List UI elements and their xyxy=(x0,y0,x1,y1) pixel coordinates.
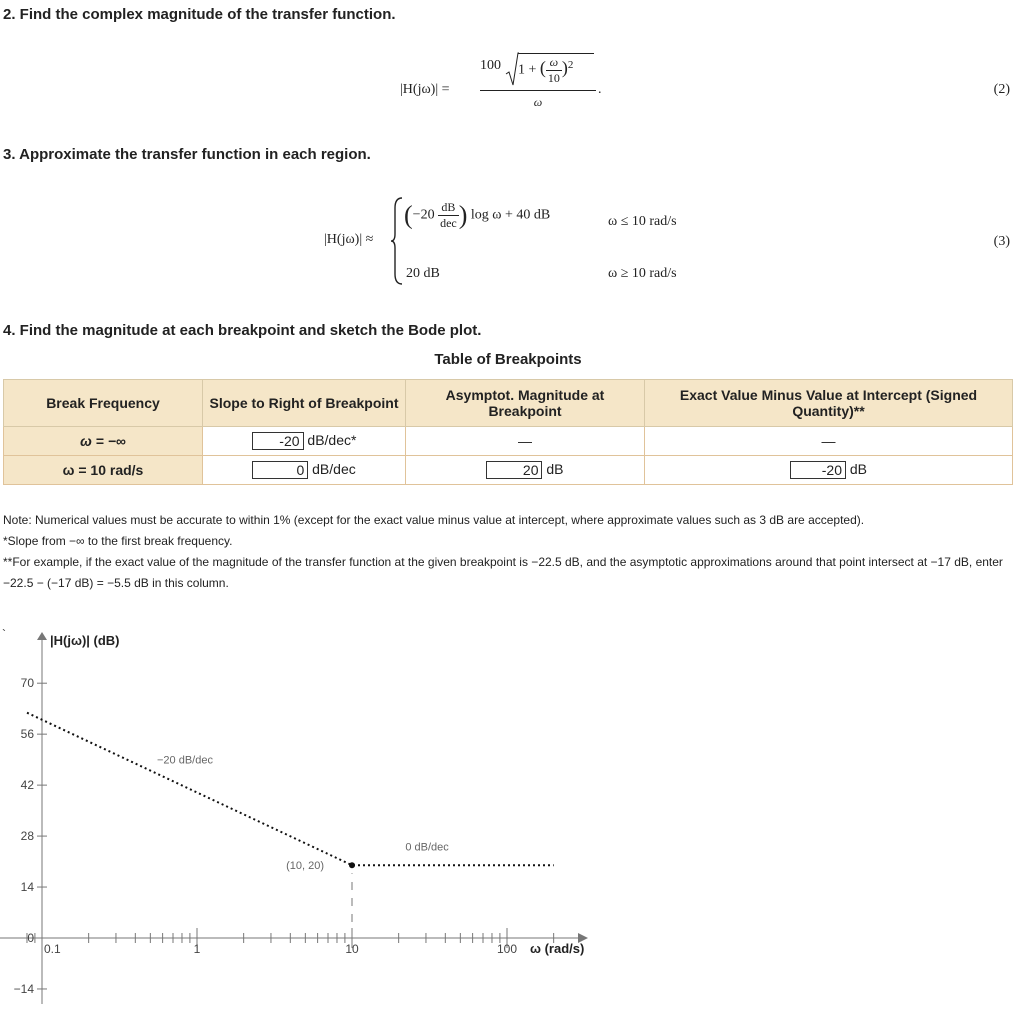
x-axis-label: ω (rad/s) xyxy=(530,941,585,956)
row2-exact-input[interactable]: -20 xyxy=(790,461,846,479)
step-2-heading: 2. Find the complex magnitude of the transfer function. xyxy=(3,6,396,23)
slope-annotation: 0 dB/dec xyxy=(405,841,449,854)
asymptote-series xyxy=(27,713,554,866)
row2-magnitude-unit: dB xyxy=(546,460,564,477)
header-exact-minus-intercept: Exact Value Minus Value at Intercept (Signed Quantity)** xyxy=(645,380,1013,427)
row1-exact: — xyxy=(645,427,1013,456)
y-tick-label: 56 xyxy=(20,727,34,742)
step-4-heading: 4. Find the magnitude at each breakpoint and sketch the Bode plot. xyxy=(3,322,482,339)
row2-exact-unit: dB xyxy=(849,460,867,477)
row2-slope xyxy=(203,456,406,485)
eq3-cond2: ω ≥ 10 rad/s xyxy=(608,266,677,281)
row1-magnitude: — xyxy=(406,427,645,456)
step-3-heading: 3. Approximate the transfer function in each region. xyxy=(3,146,371,163)
eq2-power: 2 xyxy=(567,59,574,72)
table-row xyxy=(4,456,1013,485)
x-tick-label: 0.1 xyxy=(44,942,61,956)
row2-magnitude-input[interactable]: 20 xyxy=(486,461,542,479)
x-ticks xyxy=(27,928,554,956)
note-example-footnote: **For example, if the exact value of the magnitude of the transfer function at the given breakpoint is −22.5 dB, and the asymptotic approximations around that point intersect at −17 dB, enter −22.5 − (−17 dB) = −5.5 dB in this column. xyxy=(3,555,1003,590)
eq2-coef: 100 xyxy=(480,58,501,73)
y-tick-label: 42 xyxy=(20,778,34,793)
row2-slope-unit: dB/dec xyxy=(312,460,356,477)
slope-annotations xyxy=(157,754,449,853)
header-break-frequency: Break Frequency xyxy=(4,380,203,427)
breakpoint-marker[interactable] xyxy=(349,862,355,868)
row2-magnitude xyxy=(406,456,645,485)
bode-plot xyxy=(0,620,620,1010)
table-title: Table of Breakpoints xyxy=(434,351,582,368)
row2-slope-input[interactable]: 0 xyxy=(252,461,308,479)
notes xyxy=(3,510,1018,594)
y-tick-label: −14 xyxy=(13,981,34,996)
table-header-row xyxy=(4,380,1013,427)
eq3-case2: 20 dB xyxy=(406,266,440,281)
eq3-cond1: ω ≤ 10 rad/s xyxy=(608,214,677,229)
x-tick-label: 1 xyxy=(193,942,201,956)
row1-frequency: ω = −∞ xyxy=(4,427,203,456)
sqrt-icon xyxy=(505,52,519,88)
row1-slope-unit: dB/dec* xyxy=(307,431,357,448)
breakpoints-table xyxy=(3,379,1013,485)
eq2-inner-num: ω xyxy=(546,55,562,71)
y-tick-label: 0 xyxy=(27,931,34,945)
x-tick-label: 10 xyxy=(345,942,359,956)
eq3-coef: −20 xyxy=(412,207,435,223)
y-axis-label: |H(jω)| (dB) xyxy=(50,633,120,648)
eq2-number: (2) xyxy=(993,82,1010,97)
y-axis-arrow-icon xyxy=(37,632,47,640)
slope-annotation: −20 dB/dec xyxy=(157,754,213,767)
eq3-number: (3) xyxy=(993,234,1010,249)
y-tick-label: 28 xyxy=(20,829,34,844)
x-tick-label: 100 xyxy=(496,942,518,956)
equation-3: |H(jω)| ≈ (−20 $\frac{dB}{\text{dec}}$ ) log ω + 40 dB ω ≤ 10 rad/s 20 dB ω ≥ 10 rad/s xyxy=(324,196,724,292)
asymptote-line xyxy=(27,713,554,866)
eq2-denominator: ω xyxy=(533,95,543,109)
eq3-unit-den: dec xyxy=(440,216,457,230)
note-slope-footnote: *Slope from −∞ to the first break frequency. xyxy=(3,534,233,548)
eq2-tail: . xyxy=(598,82,602,97)
row2-exact xyxy=(645,456,1013,485)
eq2-inner-den: 10 xyxy=(547,71,560,85)
breakpoint-label: (10, 20) xyxy=(286,860,324,873)
eq3-rest1: log ω + 40 dB xyxy=(470,207,551,223)
eq2-radicand: 1 + xyxy=(518,62,540,78)
note-accuracy: Note: Numerical values must be accurate to within 1% (except for the exact value minus value at intercept, where approximate values such as 3 dB are accepted). xyxy=(3,513,865,527)
eq3-lhs: |H(jω)| ≈ xyxy=(324,232,374,247)
brace-icon xyxy=(390,196,404,286)
eq2-lhs: |H(jω)| = xyxy=(400,82,450,97)
header-magnitude: Asymptot. Magnitude at Breakpoint xyxy=(406,380,645,427)
row2-frequency: ω = 10 rad/s xyxy=(4,456,203,485)
y-tick-label: 14 xyxy=(20,880,34,895)
y-tick-label: 70 xyxy=(20,676,34,691)
row1-slope-input[interactable]: -20 xyxy=(252,432,304,450)
header-slope: Slope to Right of Breakpoint xyxy=(203,380,406,427)
table-row xyxy=(4,427,1013,456)
eq3-unit-num: dB xyxy=(438,200,459,216)
corner-mark: ` xyxy=(2,627,6,641)
row1-slope xyxy=(203,427,406,456)
